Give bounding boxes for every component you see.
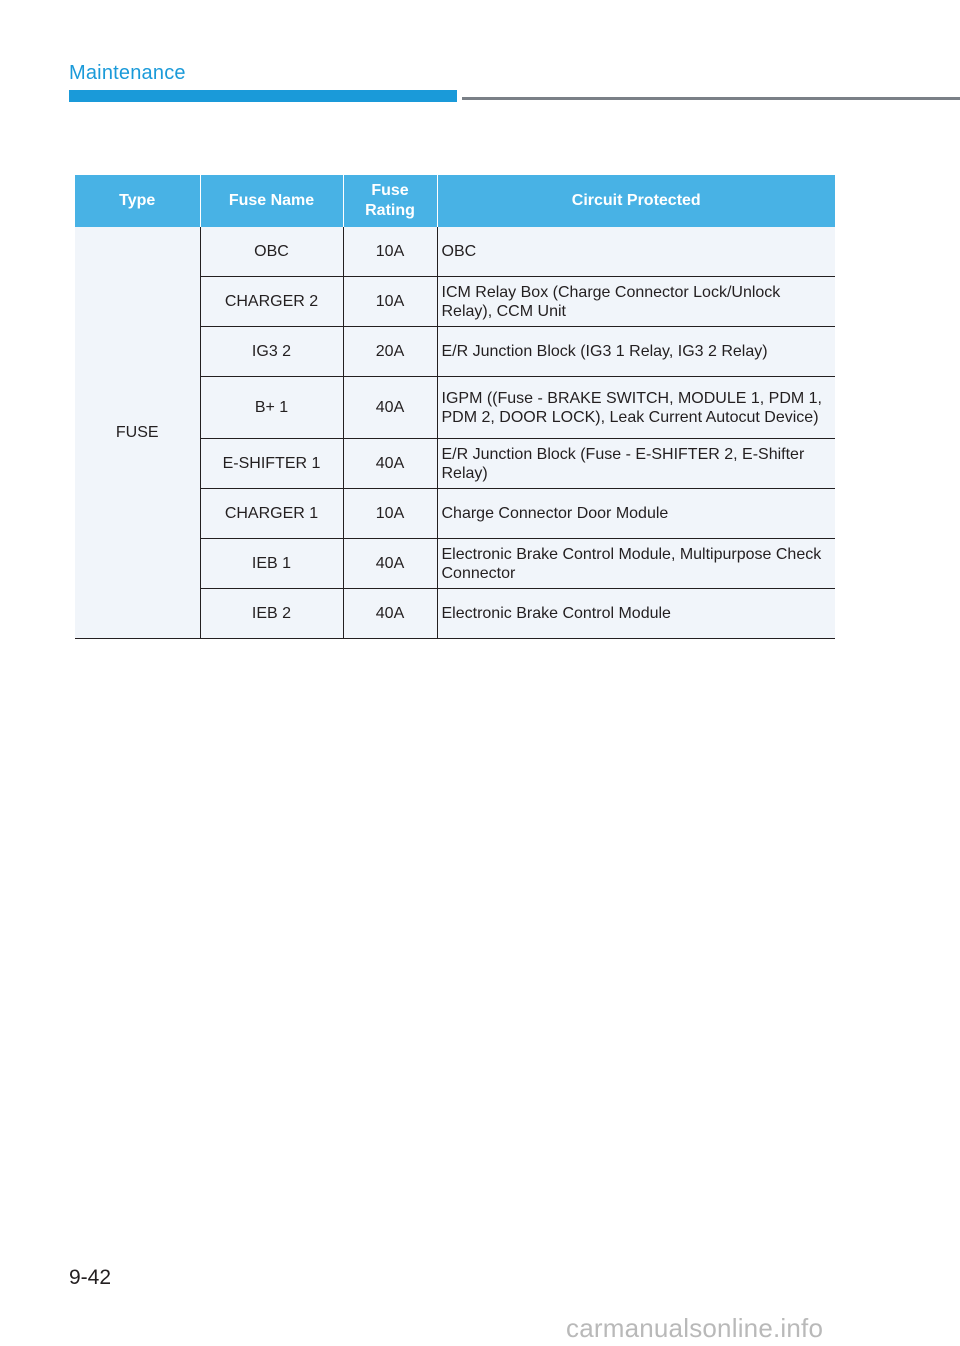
watermark-text: carmanualsonline.info — [566, 1313, 824, 1343]
circuit-protected-cell: E/R Junction Block (Fuse - E-SHIFTER 2, E-Shifter Relay) — [437, 439, 835, 489]
column-header-fuse-rating-line-2: Rating — [365, 202, 415, 219]
fuse-name-cell: CHARGER 1 — [200, 489, 343, 539]
fuse-name-cell: IG3 2 — [200, 327, 343, 377]
fuse-rating-cell: 40A — [343, 539, 437, 589]
fuse-rating-cell: 40A — [343, 589, 437, 639]
fuse-rating-cell: 40A — [343, 377, 437, 439]
header-rule-gray — [462, 97, 960, 100]
type-cell: FUSE — [75, 227, 200, 639]
header-rule-accent — [69, 90, 457, 102]
circuit-protected-cell: Electronic Brake Control Module, Multipurpose Check Connector — [437, 539, 835, 589]
fuse-name-cell: IEB 1 — [200, 539, 343, 589]
fuse-name-cell: B+ 1 — [200, 377, 343, 439]
circuit-protected-cell: Electronic Brake Control Module — [437, 589, 835, 639]
column-header-fuse-rating-line-1: Fuse — [371, 182, 409, 199]
fuse-name-cell: IEB 2 — [200, 589, 343, 639]
fuse-name-cell: E-SHIFTER 1 — [200, 439, 343, 489]
circuit-protected-cell: ICM Relay Box (Charge Connector Lock/Unlock Relay), CCM Unit — [437, 277, 835, 327]
column-header-fuse-rating — [343, 175, 437, 227]
fuse-table — [75, 175, 835, 639]
fuse-rating-cell: 10A — [343, 489, 437, 539]
circuit-protected-cell: IGPM ((Fuse - BRAKE SWITCH, MODULE 1, PDM 1, PDM 2, DOOR LOCK), Leak Current Autocut Device) — [437, 377, 835, 439]
fuse-rating-cell: 40A — [343, 439, 437, 489]
section-title: Maintenance — [69, 62, 186, 84]
fuse-rating-cell: 10A — [343, 227, 437, 277]
fuse-name-cell: OBC — [200, 227, 343, 277]
column-header-circuit-protected: Circuit Protected — [437, 175, 835, 227]
table-header-row — [75, 175, 835, 227]
circuit-protected-cell: E/R Junction Block (IG3 1 Relay, IG3 2 Relay) — [437, 327, 835, 377]
column-header-type: Type — [75, 175, 200, 227]
circuit-protected-cell: Charge Connector Door Module — [437, 489, 835, 539]
fuse-rating-cell: 10A — [343, 277, 437, 327]
page-number: 9-42 — [69, 1266, 112, 1289]
fuse-name-cell: CHARGER 2 — [200, 277, 343, 327]
circuit-protected-cell: OBC — [437, 227, 835, 277]
fuse-rating-cell: 20A — [343, 327, 437, 377]
table-row — [75, 227, 835, 277]
column-header-fuse-name: Fuse Name — [200, 175, 343, 227]
